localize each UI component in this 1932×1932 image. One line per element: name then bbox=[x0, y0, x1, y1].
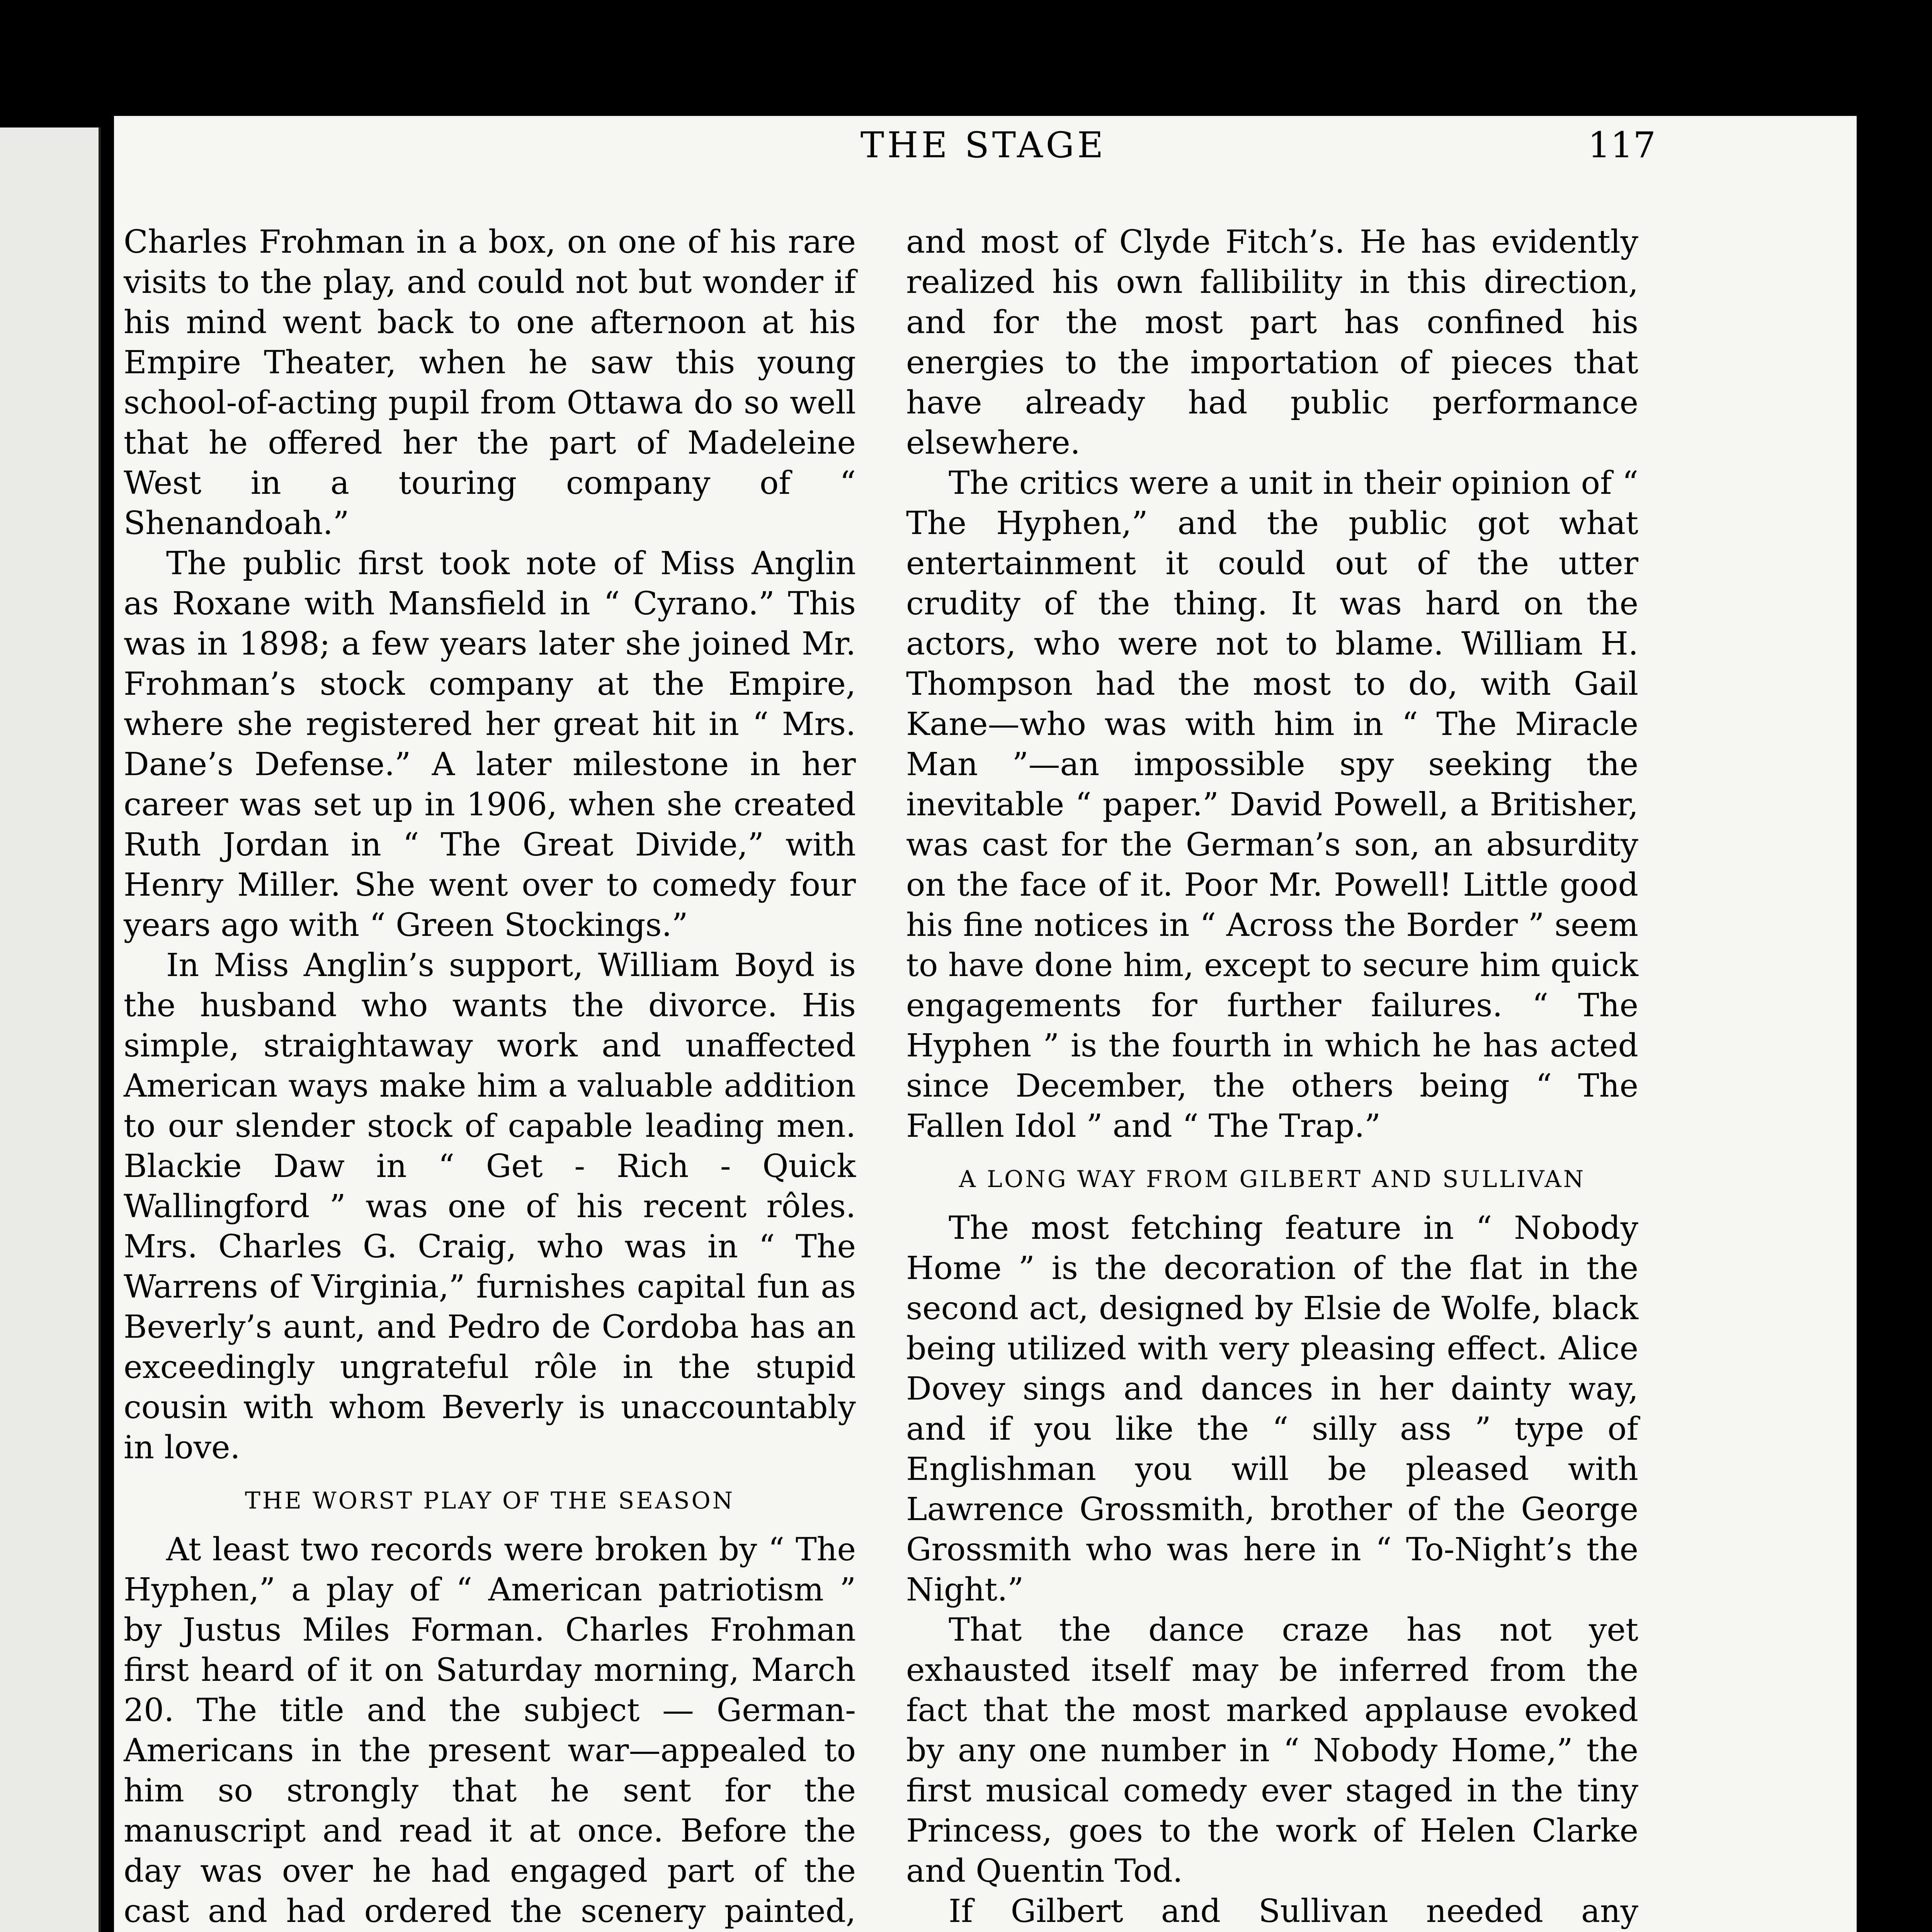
paragraph: Charles Frohman in a box, on one of his rare visits to the play, and could not but wonder if his mind went back to one afternoon at his Empire Theater, when he saw this young school-of-acting pupil from Ottawa do so well that he offered her the part of Madeleine West in a touring company of “ Shenandoah.” bbox=[124, 224, 856, 542]
paragraph: At least two records were broken by “ The Hyphen,” a play of “ American patriotism ” by Justus Miles Forman. Charles Frohman first heard of it on Saturday morning, March 20. The title and the subject — German-Americans in the present war—appealed to him so strongly that he sent for the manuscript and read it at once. Before the day was over he had engaged part of the cast and had ordered the scenery painted, bbox=[124, 1531, 856, 1930]
section-heading: A LONG WAY FROM GILBERT AND SULLIVAN bbox=[959, 1166, 1586, 1193]
paragraph: The critics were a unit in their opinion of “ The Hyphen,” and the public got what entertainment it could out of the utter crudity of the thing. It was hard on the actors, who were not to blame. William H. Thompson had the most to do, with Gail Kane—who was with him in “ The Miracle Man ”—an impossible spy seeking the inevitable “ paper.” David Powell, a Britisher, was cast for the German’s son, an absurdity on the face of it. Poor Mr. Powell! Little good his fine notices in “ Across the Border ” seem to have done him, except to secure him quick engagements for further failures. “ The Hyphen ” is the fourth in which he has acted since December, the others being “ The Fallen Idol ” and “ The Trap.” bbox=[906, 465, 1638, 1145]
paragraph: In Miss Anglin’s support, William Boyd is the husband who wants the divorce. His simple, straightaway work and unaffected American ways make him a valuable addition to our slender stock of capable leading men. Blackie Daw in “ Get - Rich - Quick Wallingford ” was one of his recent rôles. Mrs. Charles G. Craig, who was in “ The Warrens of Virginia,” furnishes capital fun as Beverly’s aunt, and Pedro de Cordoba has an exceedingly ungrateful rôle in the stupid cousin with whom Beverly is unaccountably in love. bbox=[124, 947, 856, 1466]
right-column bbox=[906, 222, 1638, 1932]
paragraph: and most of Clyde Fitch’s. He has evidently realized his own fallibility in this direction, and for the most part has confined his energies to the importation of pieces that have already had public performance elsewhere. bbox=[906, 224, 1638, 461]
left-column bbox=[124, 222, 856, 1932]
running-head: THE STAGE bbox=[860, 124, 1107, 166]
section-heading: THE WORST PLAY OF THE SEASON bbox=[245, 1487, 735, 1514]
paragraph: If Gilbert and Sullivan needed any bbox=[949, 1893, 1638, 1930]
facing-page-edge bbox=[0, 128, 101, 1932]
paragraph: The most fetching feature in “ Nobody Home ” is the decoration of the flat in the second act, designed by Elsie de Wolfe, black being utilized with very pleasing effect. Alice Dovey sings and dances in her dainty way, and if you like the “ silly ass ” type of Englishman you will be pleased with Lawrence Grossmith, brother of the George Grossmith who was here in “ To-Night’s the Night.” bbox=[906, 1210, 1638, 1608]
paragraph: The public first took note of Miss Anglin as Roxane with Mansfield in “ Cyrano.” This was in 1898; a few years later she joined Mr. Frohman’s stock company at the Empire, where she registered her great hit in “ Mrs. Dane’s Defense.” A later milestone in her career was set up in 1906, when she created Ruth Jordan in “ The Great Divide,” with Henry Miller. She went over to comedy four years ago with “ Green Stockings.” bbox=[124, 545, 856, 944]
paragraph: That the dance craze has not yet exhausted itself may be inferred from the fact that the most marked applause evoked by any one number in “ Nobody Home,” the first musical comedy ever staged in the tiny Princess, goes to the work of Helen Clarke and Quentin Tod. bbox=[906, 1612, 1638, 1889]
page-number: 117 bbox=[1588, 124, 1656, 166]
